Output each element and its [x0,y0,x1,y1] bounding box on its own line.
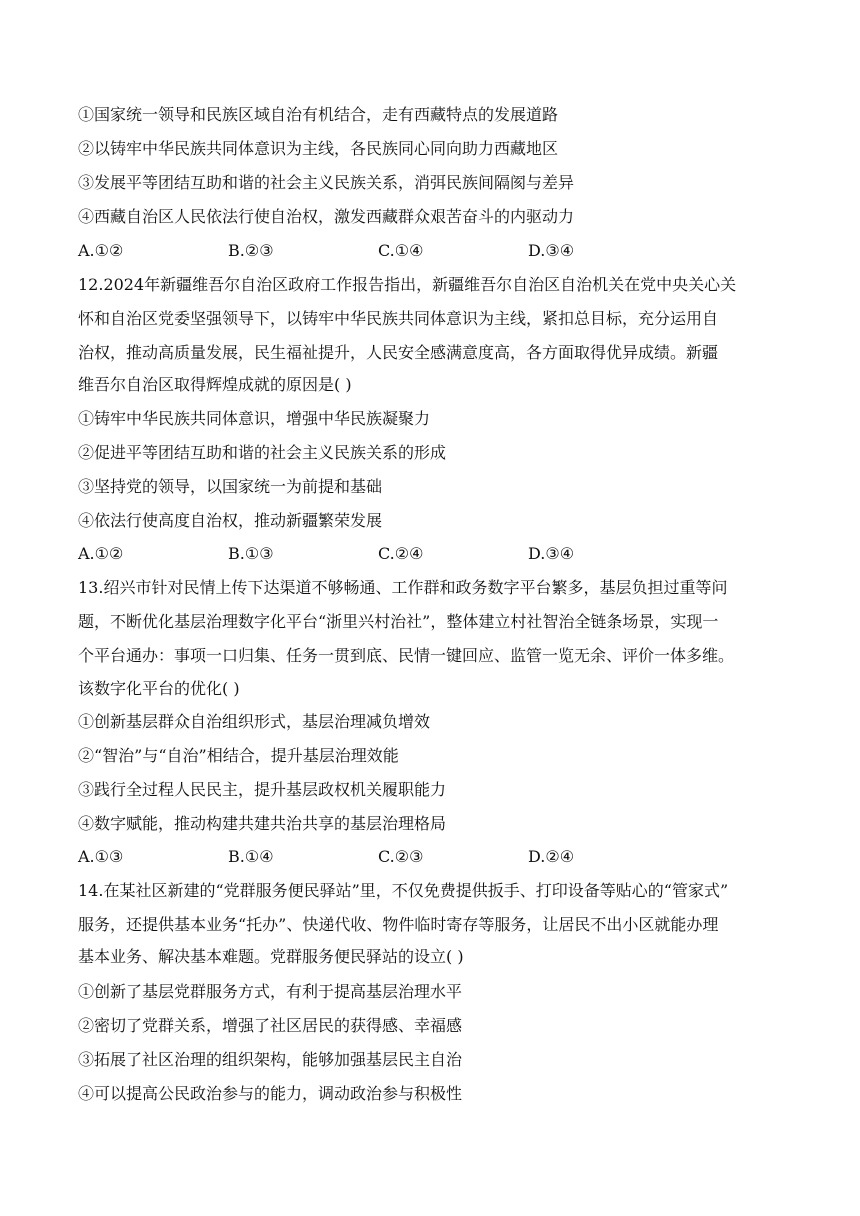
q13-stem-line-2: 题，不断优化基层治理数字化平台“浙里兴村治社”，整体建立村社智治全链条场景，实现一 [78,612,719,631]
q12-stem-line-2: 怀和自治区党委坚强领导下，以铸牢中华民族共同体意识为主线，紧扣总目标，充分运用自 [78,309,719,328]
q12-choice-a: A.①② [78,544,124,563]
q12-choice-b: B.①③ [228,544,274,563]
q11-option-2: ②以铸牢中华民族共同体意识为主线，各民族同心同向助力西藏地区 [78,139,559,158]
q12-stem-line-1: 12.2024年新疆维吾尔自治区政府工作报告指出，新疆维吾尔自治区自治机关在党中央关心关 [78,275,737,294]
q14-option-1: ①创新了基层党群服务方式，有利于提高基层治理水平 [78,982,463,1001]
q12-option-1: ①铸牢中华民族共同体意识，增强中华民族凝聚力 [78,409,431,428]
q11-choice-d: D.③④ [528,241,575,260]
q14-option-3: ③拓展了社区治理的组织架构，能够加强基层民主自治 [78,1050,463,1069]
q13-stem-line-3: 个平台通办：事项一口归集、任务一贯到底、民情一键回应、监管一览无余、评价一体多维。 [78,646,735,665]
q11-option-4: ④西藏自治区人民依法行使自治权，激发西藏群众艰苦奋斗的内驱动力 [78,207,575,226]
q11-option-1: ①国家统一领导和民族区域自治有机结合，走有西藏特点的发展道路 [78,105,559,124]
q13-choice-a: A.①③ [78,847,124,866]
q14-stem-line-1: 14.在某社区新建的“党群服务便民驿站”里，不仅免费提供扳手、打印设备等贴心的“管家式” [78,881,729,900]
q13-option-4: ④数字赋能，推动构建共建共治共享的基层治理格局 [78,814,447,833]
q12-stem-line-4: 维吾尔自治区取得辉煌成就的原因是( ) [78,375,352,394]
q12-stem-line-3: 治权，推动高质量发展，民生福祉提升，人民安全感满意度高，各方面取得优异成绩。新疆 [78,343,719,362]
q12-option-3: ③坚持党的领导，以国家统一为前提和基础 [78,477,383,496]
q13-option-1: ①创新基层群众自治组织形式，基层治理减负增效 [78,712,431,731]
q13-stem-line-4: 该数字化平台的优化( ) [78,679,240,698]
q11-choice-c: C.①④ [378,241,424,260]
q12-choice-d: D.③④ [528,544,575,563]
q13-option-2: ②“智治”与“自治”相结合，提升基层治理效能 [78,746,399,765]
q14-stem-line-2: 服务，还提供基本业务“托办”、快递代收、物件临时寄存等服务，让居民不出小区就能办理 [78,915,719,934]
q14-option-2: ②密切了党群关系，增强了社区居民的获得感、幸福感 [78,1016,463,1035]
q13-stem-line-1: 13.绍兴市针对民情上传下达渠道不够畅通、工作群和政务数字平台繁多，基层负担过重等问 [78,578,728,597]
q14-option-4: ④可以提高公民政治参与的能力，调动政治参与积极性 [78,1084,463,1103]
q12-option-2: ②促进平等团结互助和谐的社会主义民族关系的形成 [78,443,447,462]
q12-choice-c: C.②④ [378,544,424,563]
q13-option-3: ③践行全过程人民民主，提升基层政权机关履职能力 [78,780,447,799]
q13-choice-b: B.①④ [228,847,274,866]
q13-choice-c: C.②③ [378,847,424,866]
q11-choice-a: A.①② [78,241,124,260]
q14-stem-line-3: 基本业务、解决基本难题。党群服务便民驿站的设立( ) [78,947,464,966]
q12-option-4: ④依法行使高度自治权，推动新疆繁荣发展 [78,511,383,530]
q11-choice-b: B.②③ [228,241,274,260]
q13-choice-d: D.②④ [528,847,575,866]
q11-option-3: ③发展平等团结互助和谐的社会主义民族关系，消弭民族间隔阂与差异 [78,173,575,192]
